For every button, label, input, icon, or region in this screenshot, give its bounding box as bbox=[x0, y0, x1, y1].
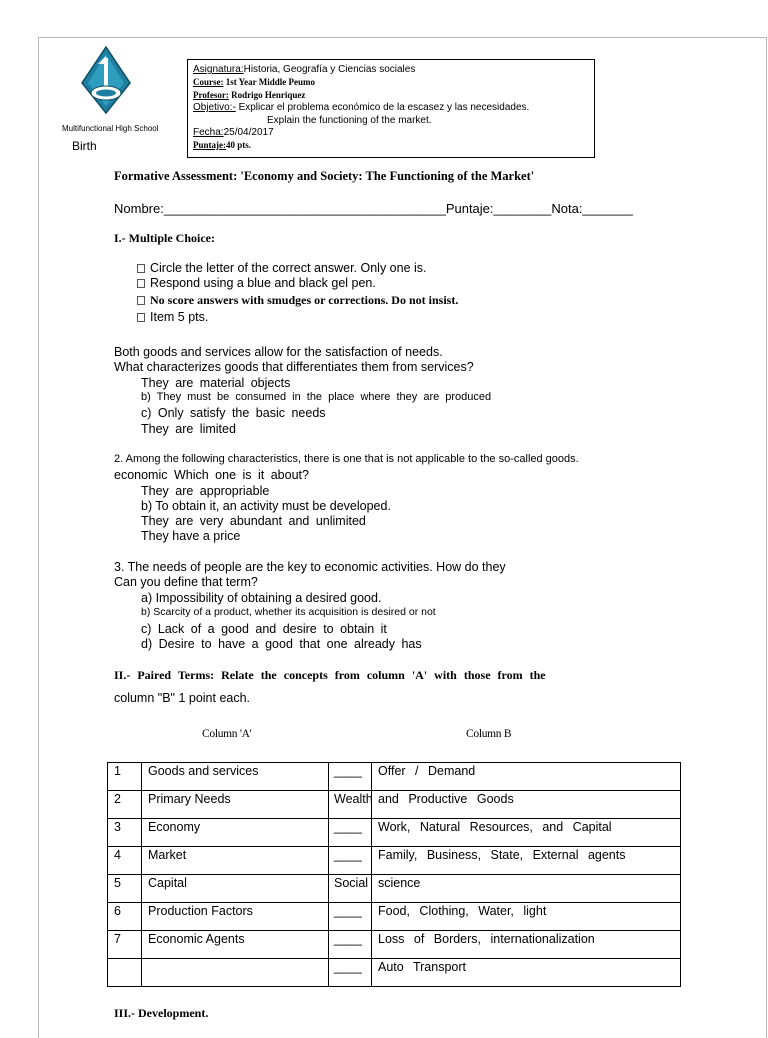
q2-text-line-2: economic Which one is it about? bbox=[114, 468, 309, 482]
objetivo-value: Explicar el problema económico de la escasez y las necesidades. bbox=[235, 102, 530, 113]
fecha-line bbox=[193, 127, 274, 138]
asignatura-label: Asignatura: bbox=[193, 64, 244, 75]
course-label: Course: bbox=[193, 77, 224, 87]
q3-text-line-1: 3. The needs of people are the key to economic activities. How do they bbox=[114, 560, 506, 574]
page-title: Formative Assessment: 'Economy and Society: The Functioning of the Market' bbox=[114, 169, 535, 183]
column-a-term bbox=[142, 959, 329, 987]
answer-blank[interactable]: ____ bbox=[329, 903, 372, 931]
q1-option-d: They are limited bbox=[141, 422, 236, 436]
table-row bbox=[108, 819, 681, 847]
table-row bbox=[108, 763, 681, 791]
paired-terms-table bbox=[107, 762, 681, 987]
row-number: 6 bbox=[108, 903, 142, 931]
table-row bbox=[108, 931, 681, 959]
column-a-heading: Column 'A' bbox=[202, 728, 252, 740]
asignatura-value: Historia, Geografía y Ciencias sociales bbox=[243, 64, 416, 75]
section-1-heading: I.- Multiple Choice: bbox=[114, 231, 215, 245]
bullet-box-icon bbox=[137, 279, 145, 288]
column-a-term: Market bbox=[142, 847, 329, 875]
row-number: 2 bbox=[108, 791, 142, 819]
instruction-item: Circle the letter of the correct answer. Only one is. bbox=[137, 261, 427, 275]
column-b-term: Work, Natural Resources, and Capital bbox=[372, 819, 681, 847]
answer-blank[interactable]: Wealth bbox=[329, 791, 372, 819]
column-a-term: Primary Needs bbox=[142, 791, 329, 819]
q2-option-b: b) To obtain it, an activity must be developed. bbox=[141, 499, 391, 513]
instruction-item: No score answers with smudges or corrections. Do not insist. bbox=[137, 293, 458, 308]
column-b-term: Offer / Demand bbox=[372, 763, 681, 791]
column-b-heading: Column B bbox=[466, 728, 512, 740]
q3-option-a: a) Impossibility of obtaining a desired good. bbox=[141, 591, 382, 605]
q1-option-c: c) Only satisfy the basic needs bbox=[141, 406, 326, 420]
column-b-term: Family, Business, State, External agents bbox=[372, 847, 681, 875]
course-value: 1st Year Middle Peumo bbox=[223, 77, 315, 87]
puntaje-line bbox=[193, 140, 251, 150]
instruction-item: Item 5 pts. bbox=[137, 310, 208, 324]
q1-option-b: b) They must be consumed in the place where they are produced bbox=[141, 391, 492, 403]
column-a-term: Production Factors bbox=[142, 903, 329, 931]
objetivo-line-2: Explain the functioning of the market. bbox=[267, 115, 432, 126]
student-name-line: Nombre:_______________________________________Puntaje:________Nota:_______ bbox=[114, 201, 634, 216]
row-number: 3 bbox=[108, 819, 142, 847]
table-row bbox=[108, 903, 681, 931]
school-name: Multifunctional High School bbox=[62, 124, 159, 133]
q2-text-line-1: 2. Among the following characteristics, there is one that is not applicable to the so-called goods. bbox=[114, 453, 579, 465]
answer-blank[interactable]: ____ bbox=[329, 847, 372, 875]
q1-text-line-1: Both goods and services allow for the satisfaction of needs. bbox=[114, 345, 443, 359]
answer-blank[interactable]: ____ bbox=[329, 819, 372, 847]
q3-option-b: b) Scarcity of a product, whether its acquisition is desired or not bbox=[141, 606, 436, 618]
q2-option-c: They are very abundant and unlimited bbox=[141, 514, 366, 528]
q3-text-line-2: Can you define that term? bbox=[114, 575, 258, 589]
section-3-heading: III.- Development. bbox=[114, 1006, 209, 1020]
bullet-box-icon bbox=[137, 313, 145, 322]
column-a-term: Economy bbox=[142, 819, 329, 847]
asignatura-line bbox=[193, 64, 415, 75]
column-b-term: Auto Transport bbox=[372, 959, 681, 987]
school-logo-icon bbox=[81, 46, 131, 114]
column-b-term: Loss of Borders, internationalization bbox=[372, 931, 681, 959]
fecha-value: 25/04/2017 bbox=[223, 127, 274, 138]
bullet-box-icon bbox=[137, 296, 145, 305]
column-b-term: science bbox=[372, 875, 681, 903]
bullet-box-icon bbox=[137, 264, 145, 273]
objetivo-line bbox=[193, 102, 529, 113]
instruction-item: Respond using a blue and black gel pen. bbox=[137, 276, 376, 290]
fecha-label: Fecha: bbox=[193, 127, 224, 138]
answer-blank[interactable]: ____ bbox=[329, 931, 372, 959]
table-row bbox=[108, 959, 681, 987]
table-row bbox=[108, 875, 681, 903]
profesor-value: Rodrigo Henriquez bbox=[228, 90, 306, 100]
answer-blank[interactable]: ____ bbox=[329, 959, 372, 987]
row-number bbox=[108, 959, 142, 987]
q3-option-d: d) Desire to have a good that one already has bbox=[141, 637, 422, 651]
profesor-label: Profesor: bbox=[193, 90, 229, 100]
section-2-heading: II.- Paired Terms: Relate the concepts from column 'A' with those from the bbox=[114, 668, 546, 682]
row-number: 1 bbox=[108, 763, 142, 791]
row-number: 4 bbox=[108, 847, 142, 875]
school-subtitle: Birth bbox=[72, 139, 97, 153]
row-number: 5 bbox=[108, 875, 142, 903]
puntaje-label: Puntaje: bbox=[193, 140, 226, 150]
course-info-box bbox=[187, 59, 595, 158]
puntaje-value: 40 pts. bbox=[226, 140, 252, 150]
answer-blank[interactable]: ____ bbox=[329, 763, 372, 791]
column-a-term: Capital bbox=[142, 875, 329, 903]
q2-option-d: They have a price bbox=[141, 529, 241, 543]
objetivo-label: Objetivo:- bbox=[193, 102, 236, 113]
q3-option-c: c) Lack of a good and desire to obtain it bbox=[141, 622, 387, 636]
table-row bbox=[108, 847, 681, 875]
table-row bbox=[108, 791, 681, 819]
column-b-term: Food, Clothing, Water, light bbox=[372, 903, 681, 931]
column-a-term: Goods and services bbox=[142, 763, 329, 791]
section-2-heading-line-2: column "B" 1 point each. bbox=[114, 691, 251, 705]
answer-blank[interactable]: Social bbox=[329, 875, 372, 903]
profesor-line bbox=[193, 90, 305, 100]
q1-text-line-2: What characterizes goods that differentiates them from services? bbox=[114, 360, 474, 374]
column-b-term: and Productive Goods bbox=[372, 791, 681, 819]
q1-option-a: They are material objects bbox=[141, 376, 291, 390]
q2-option-a: They are appropriable bbox=[141, 484, 270, 498]
column-a-term: Economic Agents bbox=[142, 931, 329, 959]
row-number: 7 bbox=[108, 931, 142, 959]
course-line bbox=[193, 77, 315, 87]
